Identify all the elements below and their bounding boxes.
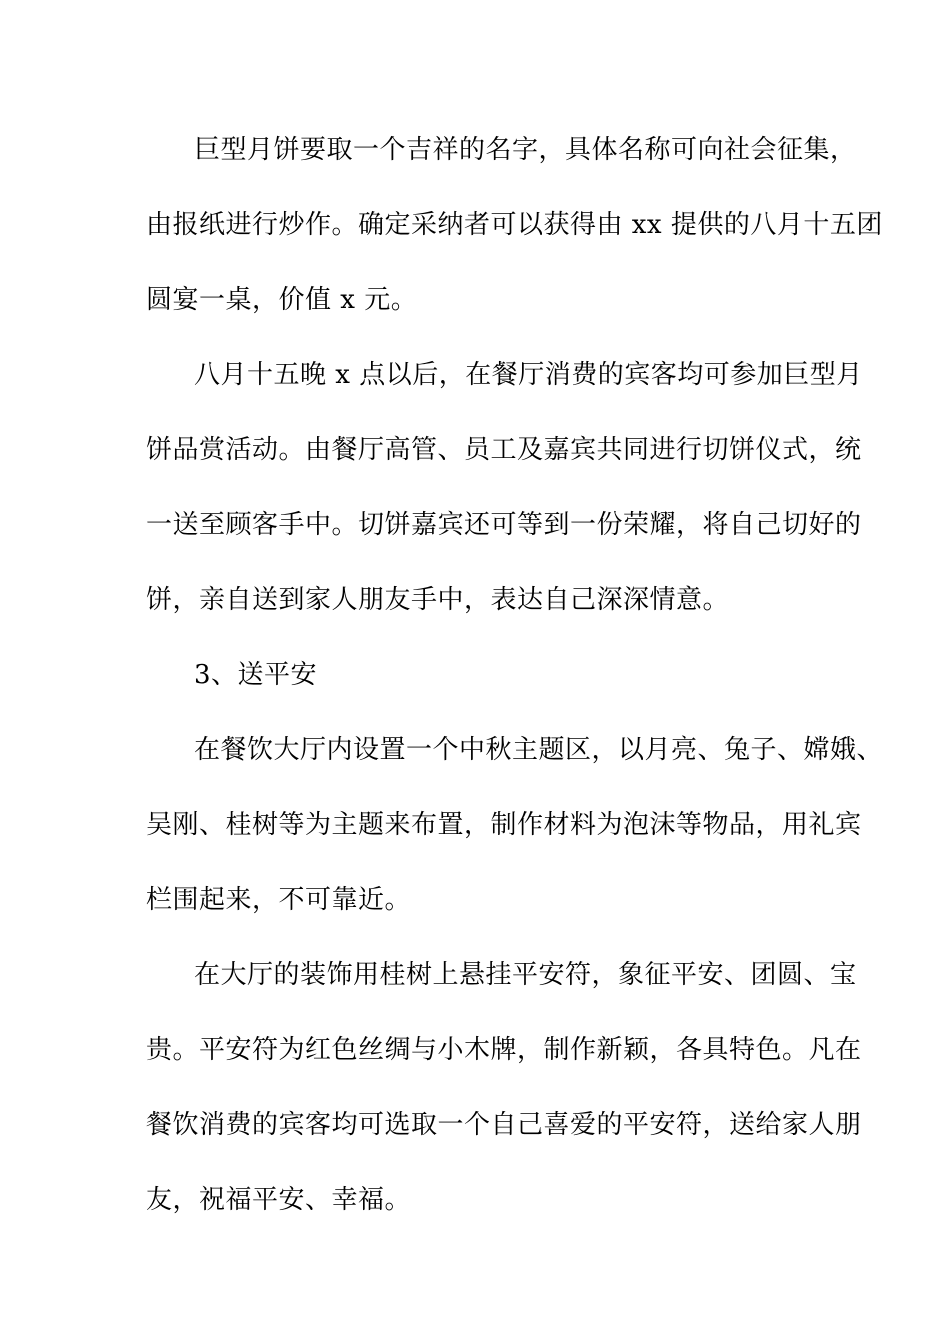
paragraph-3-line-3: 栏围起来，不可靠近。	[146, 885, 412, 915]
paragraph-1-line-3: 圆宴一桌，价值 x 元。	[146, 285, 418, 315]
section-heading: 3、送平安	[194, 660, 318, 690]
paragraph-2-line-4: 饼，亲自送到家人朋友手中，表达自己深深情意。	[146, 585, 730, 615]
paragraph-4-line-3: 餐饮消费的宾客均可选取一个自己喜爱的平安符，送给家人朋	[146, 1110, 862, 1140]
paragraph-4-line-4: 友，祝福平安、幸福。	[146, 1185, 412, 1215]
paragraph-3-line-1: 在餐饮大厅内设置一个中秋主题区，以月亮、兔子、嫦娥、	[194, 735, 884, 765]
paragraph-4-line-2: 贵。平安符为红色丝绸与小木牌，制作新颖，各具特色。凡在	[146, 1035, 862, 1065]
paragraph-1-line-1: 巨型月饼要取一个吉祥的名字，具体名称可向社会征集，	[194, 135, 857, 165]
paragraph-2-line-2: 饼品赏活动。由餐厅高管、员工及嘉宾共同进行切饼仪式，统	[146, 435, 862, 465]
paragraph-2-line-1: 八月十五晚 x 点以后，在餐厅消费的宾客均可参加巨型月	[194, 360, 863, 390]
paragraph-2-line-3: 一送至顾客手中。切饼嘉宾还可等到一份荣耀，将自己切好的	[146, 510, 862, 540]
paragraph-4-line-1: 在大厅的装饰用桂树上悬挂平安符，象征平安、团圆、宝	[194, 960, 857, 990]
paragraph-1-line-2: 由报纸进行炒作。确定采纳者可以获得由 xx 提供的八月十五团	[146, 210, 883, 240]
paragraph-3-line-2: 吴刚、桂树等为主题来布置，制作材料为泡沫等物品，用礼宾	[146, 810, 862, 840]
